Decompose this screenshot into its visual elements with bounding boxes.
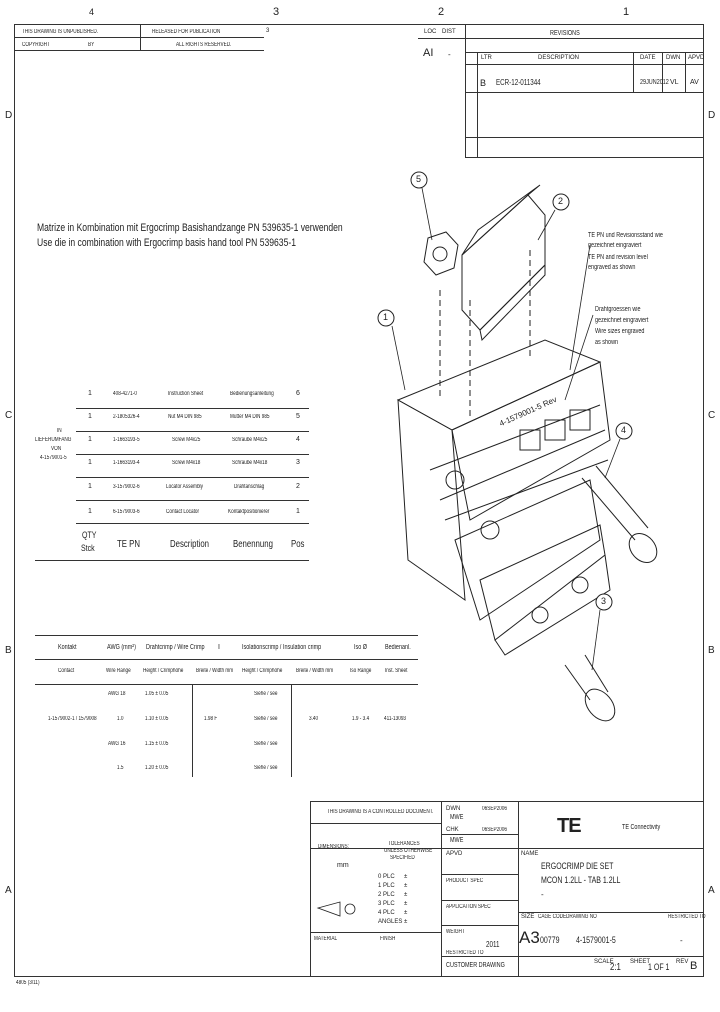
bom-pn: 408-4271-0 (113, 391, 137, 397)
released-text: RELEASED FOR PUBLICATION (152, 29, 221, 35)
tb-year: 2011 (486, 940, 500, 949)
tb-cage-label: CAGE CODE (538, 914, 567, 920)
bom-pn: 6-1579003-6 (113, 509, 140, 515)
bom-head-stck: Stck (81, 543, 95, 553)
crimp-iso-height: Siehe / see (254, 691, 278, 697)
crimp-h1-2: Drahtcrimp / Wire Crimp (146, 644, 205, 651)
te-note-4: engraved as shown (588, 264, 636, 271)
by-text: BY (88, 42, 95, 48)
bom-qty: 1 (88, 390, 92, 397)
tb-tol-0plc: 0 PLC (378, 874, 395, 880)
crimp-height: 1.10 ± 0.05 (145, 716, 169, 722)
bom-desc: Nut M4 DIN 985 (168, 414, 202, 420)
bom-side-2: LIEFERUMFANG (35, 437, 72, 443)
tb-tol-2plc: 2 PLC (378, 892, 395, 898)
tb-application-spec: APPLICATION SPEC (446, 904, 491, 910)
bom-ben: Bedienungsanleitung (230, 391, 274, 397)
bom-qty: 1 (88, 436, 92, 443)
tb-dwg-label: DRAWING NO (566, 914, 597, 920)
crimp-height: 1.20 ± 0.05 (145, 765, 169, 771)
tb-controlled: THIS DRAWING IS A CONTROLLED DOCUMENT. (327, 809, 434, 815)
callout-5-label: 5 (416, 174, 422, 184)
crimp-h1-6: Bedienanl. (385, 644, 411, 651)
crimp-height: 1.15 ± 0.05 (145, 741, 169, 747)
callout-4-label: 4 (621, 425, 627, 435)
tb-sheet: 1 OF 1 (648, 962, 670, 972)
crimp-h1-3: I (218, 644, 220, 651)
rev-row-desc: ECR-12-011344 (496, 78, 541, 87)
projection-circle (345, 904, 355, 914)
crimp-h2-6: Iso Range (350, 668, 372, 674)
rev-col-ltr: LTR (481, 55, 492, 61)
rev-col-dwn: DWN (666, 55, 681, 61)
bom-pos: 3 (296, 459, 300, 466)
tb-chk-date: 06SEP2006 (482, 827, 507, 833)
bom-qty: 1 (88, 459, 92, 466)
note-english: Use die in combination with Ergocrimp basis hand tool PN 539635-1 (37, 237, 296, 249)
crimp-awg: AWG 16 (108, 741, 126, 747)
tb-product-spec: PRODUCT SPEC (446, 878, 484, 884)
callout-2-label: 2 (558, 196, 564, 206)
tb-tol-angles-val: ± (404, 919, 408, 925)
callout-3-label: 3 (601, 596, 607, 606)
bom-side-3: VON (51, 446, 62, 452)
tb-dwn-date: 06SEP2006 (482, 806, 507, 812)
crimp-iso-width: 3.40 (309, 716, 319, 722)
rev-row-date: 29JUN2012 (640, 79, 669, 86)
rev-row-apvd: AV (690, 79, 699, 86)
callout-1-label: 1 (383, 312, 389, 322)
bom-desc: Contact Locator (166, 509, 200, 515)
bom-ben: Drahtanschlag (234, 484, 265, 490)
te-note-3: TE PN and revision level (588, 254, 648, 261)
bom-pn: 1-1663193-4 (113, 460, 140, 466)
tb-tol-3plc: 3 PLC (378, 901, 395, 907)
crimp-h2-2: Height / Crimphöhe (143, 668, 184, 674)
bom-pn: 3-1579002-6 (113, 484, 140, 490)
all-rights-text: ALL RIGHTS RESERVED. (176, 42, 232, 48)
dist-label: DIST (442, 29, 456, 35)
dist-value: AI (423, 47, 434, 59)
tb-weight: WEIGHT (446, 929, 465, 935)
tb-mm: mm (337, 862, 349, 869)
tb-name-label: NAME (521, 851, 539, 857)
tb-appvd-label: APVD (446, 851, 463, 857)
crimp-h2-0: Contact (58, 668, 75, 674)
crimp-awg: 1.0 (117, 716, 124, 722)
tb-tol-4plc: 4 PLC (378, 910, 395, 916)
tb-tol-0plc-val: ± (404, 874, 408, 880)
bom-pn: 1-1663193-5 (113, 437, 140, 443)
bom-pn: 2-1805326-4 (113, 414, 140, 420)
bom-ben: Mutter M4 DIN 985 (230, 414, 270, 420)
crimp-iso-height: Siehe / see (254, 741, 278, 747)
tb-company: TE Connectivity (622, 824, 661, 831)
tb-tol-4plc-val: ± (404, 910, 408, 916)
zone-right-a: A (708, 885, 715, 896)
tb-tol-2plc-val: ± (404, 892, 408, 898)
tb-title-1: ERGOCRIMP DIE SET (541, 861, 614, 871)
tb-size-label: SIZE (521, 914, 535, 920)
te-logo: TE (557, 815, 581, 837)
tb-tol-1plc-val: ± (404, 883, 408, 889)
crimp-part: 1-1579002-1 / 1579008 (48, 716, 97, 722)
tb-title-2: MCON 1.2LL - TAB 1.2LL (541, 875, 621, 885)
form-number: 4805 (3/11) (16, 980, 40, 986)
copyright-text: COPYRIGHT (22, 42, 50, 48)
rev-mark: 3 (266, 28, 270, 34)
tb-size: A3 (519, 928, 540, 947)
wire-note-1: Drahtgroessen wie (595, 306, 641, 313)
crimp-h1-4: Isolationscrimp / Insulation crimp (242, 644, 322, 651)
bom-head-qty: QTY (82, 530, 97, 540)
dist-dash: - (448, 50, 451, 59)
crimp-awg: AWG 18 (108, 691, 126, 697)
tb-dwg-no: 4-1579001-5 (576, 935, 616, 945)
zone-right-d: D (708, 110, 716, 121)
crimp-awg: 1.5 (117, 765, 124, 771)
bom-desc: Instruction Sheet (168, 391, 204, 397)
tb-tol-1: TOLERANCES (388, 841, 420, 847)
zone-left-c: C (5, 410, 13, 421)
bom-head-pos: Pos (291, 539, 305, 550)
revisions-title: REVISIONS (550, 30, 580, 37)
tb-tol-3: SPECIFIED (390, 855, 415, 861)
crimp-width: 1.98 F (204, 716, 218, 722)
rev-row-dwn: VL (670, 79, 679, 86)
bom-pos: 5 (296, 413, 300, 420)
tb-rev-label: REV (676, 959, 689, 965)
tb-cage: 00779 (540, 935, 560, 945)
engraving-text: 4-1579001-5 Rev (498, 394, 559, 429)
crimp-iso-height: Siehe / see (254, 716, 278, 722)
note-german: Matrize in Kombination mit Ergocrimp Basishandzange PN 539635-1 verwenden (37, 222, 343, 234)
wire-note-2: gezeichnet eingraviert (595, 317, 649, 324)
crimp-h2-1: Wire Range (106, 668, 131, 674)
crimp-iso-range: 1.9 - 3.4 (352, 716, 370, 722)
rev-col-desc: DESCRIPTION (538, 55, 580, 61)
tb-dash: - (680, 936, 683, 945)
wire-note-4: as shown (595, 339, 619, 346)
zone-top-2: 2 (438, 6, 445, 18)
zone-top-4: 4 (89, 7, 95, 17)
tb-restricted: RESTRICTED TO (446, 950, 484, 956)
bom-head-desc: Description (170, 539, 210, 550)
crimp-h2-5: Breite / Width mm (296, 668, 334, 674)
bom-desc: Screw M4x18 (172, 460, 201, 466)
zone-left-b: B (5, 645, 12, 656)
bom-qty: 1 (88, 508, 92, 515)
tb-chk-label: CHK (446, 827, 459, 833)
bom-pos: 6 (296, 390, 300, 397)
bom-ben: Schraube M4x25 (232, 437, 268, 443)
crimp-h2-7: Inst. Sheet (385, 668, 408, 674)
zone-top-3: 3 (273, 6, 280, 18)
tb-title-3: - (541, 890, 544, 899)
zone-left-d: D (5, 110, 13, 121)
bom-head-ben: Benennung (233, 539, 273, 550)
rev-col-date: DATE (640, 55, 656, 61)
tb-material: MATERIAL (314, 936, 338, 942)
tb-tol-2: UNLESS OTHERWISE (384, 848, 433, 854)
crimp-h1-0: Kontakt (58, 644, 77, 651)
tb-sheet-label: SHEET (630, 959, 651, 965)
crimp-inst-sheet: 411-13093 (384, 716, 407, 722)
tb-finish: FINISH (380, 936, 396, 942)
bom-side-1: IN (57, 428, 62, 434)
tb-chk-name: MWE (450, 837, 464, 844)
loc-label: LOC (424, 29, 437, 35)
bom-ben: Kontaktpositionierer (228, 509, 270, 515)
tb-dims: DIMENSIONS: (318, 844, 349, 850)
tb-tol-angles: ANGLES (378, 919, 403, 925)
bom-side-4: 4-1579001-5 (40, 455, 67, 461)
tb-tol-3plc-val: ± (404, 901, 408, 907)
crimp-h2-3: Breite / Width mm (196, 668, 234, 674)
tb-dwn-name: MWE (450, 814, 464, 821)
projection-cone (318, 902, 340, 916)
zone-right-b: B (708, 645, 715, 656)
crimp-h2-4: Height / Crimphöhe (242, 668, 283, 674)
bom-desc: Screw M4x25 (172, 437, 201, 443)
wire-note-3: Wire sizes engraved (595, 328, 645, 335)
crimp-iso-height: Siehe / see (254, 765, 278, 771)
te-note-1: TE PN und Revisionsstand wie (588, 232, 663, 239)
unpublished-text: THIS DRAWING IS UNPUBLISHED. (22, 29, 99, 35)
bom-qty: 1 (88, 413, 92, 420)
rev-row-ltr: B (480, 78, 487, 88)
tb-scale-label: SCALE (594, 959, 614, 965)
crimp-h1-1: AWG (mm²) (107, 644, 136, 651)
tb-dwn-label: DWN (446, 806, 461, 812)
tb-rev: B (690, 960, 698, 972)
bom-desc: Locator Assembly (166, 484, 203, 490)
tb-scale: 2:1 (610, 962, 621, 973)
bom-qty: 1 (88, 483, 92, 490)
tb-customer-drawing: CUSTOMER DRAWING (446, 962, 505, 969)
crimp-height: 1.05 ± 0.05 (145, 691, 169, 697)
zone-top-1: 1 (623, 6, 630, 18)
bom-pos: 4 (296, 436, 300, 443)
zone-left-a: A (5, 885, 12, 896)
bom-pos: 1 (296, 508, 300, 515)
bom-pos: 2 (296, 483, 300, 490)
te-note-2: gezeichnet eingraviert (588, 242, 642, 249)
zone-right-c: C (708, 410, 716, 421)
tb-tol-1plc: 1 PLC (378, 883, 395, 889)
rev-col-apvd: APVD (688, 55, 705, 61)
tb-rest-label: RESTRICTED TO (668, 914, 706, 920)
bom-head-pn: TE PN (117, 539, 140, 550)
bom-ben: Schraube M4x18 (232, 460, 268, 466)
crimp-h1-5: Iso Ø (354, 644, 368, 651)
